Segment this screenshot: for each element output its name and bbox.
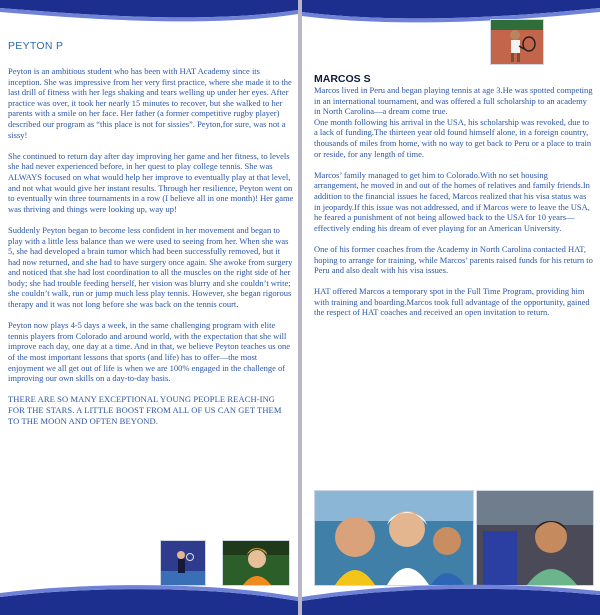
bottom-swoosh-decoration <box>302 575 600 615</box>
peyton-paragraph-4: Peyton now plays 4-5 days a week, in the same challenging program with elite tennis players from Colorado and around world, with the expectation that she will improve each day, one day at a time. And in that, we believe Peyton teaches us one of the most important lessons that sports (and life) has to offer—the most enjoyment we all get out of life is when we are 100% engaged in the challenge of improving our own skills on a day-to-day basis. <box>8 320 290 384</box>
top-swoosh-decoration <box>0 0 298 30</box>
peyton-paragraph-1: Peyton is an ambitious student who has been with HAT Academy since its inception. She was impressive from her very first practice, where she made it to the last drill of fitness with her legs shaking and tears welling up under her eyes. After practice was over, it took her nearly 15 minutes to recover, but she walked to her parents with a smile on her face. Her father (a former competitive rugby player) described our program as “this place is not for sissies”. Peyton,for sure, was not a sissy! <box>8 66 292 140</box>
marcos-paragraph-3: Marcos’ family managed to get him to Colorado.With no set housing arrangement, he moved in and out of the homes of relatives and family friends.In addition to the financial issues he faced, Marcos realized that his visa status was in jeopardy.If this issue was not addressed, and if Marcos were to leave the USA, he feared a punishment of not being allowed back to the USA for 10 years—effectively ending his dream of ever playing for an American University. <box>314 169 590 233</box>
peyton-paragraph-3: Suddenly Peyton began to become less confident in her movement and began to play with a little less balance than we were used to seeing from her. When she was 5, she had developed a brain tumor which had been successfully removed, but it had now returned, and she had to have surgery once again. She awoke from surgery and noticed that she had lost coordination to all the muscles on the right side of her body; she had trouble feeding herself, her vision was blurry and she couldn’t write; she couldn’t walk, run or jump much less play tennis. However, she began rigorous therapy and it was not long before she was back on the tennis court. <box>8 224 293 310</box>
marcos-title: MARCOS S <box>314 73 371 85</box>
marcos-group-photo <box>314 490 474 586</box>
peyton-title: PEYTON P <box>8 40 64 52</box>
marcos-paragraph-5: HAT offered Marcos a temporary spot in the Full Time Program, providing him with training and boarding.Marcos took full advantage of the opportunity, gained the respect of HAT coaches and received an open invitation to return. <box>314 286 590 318</box>
marcos-paragraph-1: Marcos lived in Peru and began playing tennis at age 3.He was spotted competing in an international tournament, and was offered a full scholarship to an academy in North Carolina—a dream come true. <box>314 85 593 117</box>
marcos-tennis-photo <box>490 19 544 65</box>
peyton-story <box>8 66 294 437</box>
marcos-paragraph-4: One of his former coaches from the Academy in North Carolina contacted HAT, hoping to arrange for training, while Marcos’ parents raised funds for his return to Peru and also dealt with his visa issues. <box>314 243 593 276</box>
bottom-swoosh-decoration <box>0 575 298 615</box>
left-page <box>0 0 298 615</box>
marcos-story <box>314 85 594 329</box>
marcos-paragraph-2: One month following his arrival in the USA, his scholarship was revoked, due to a lack of funding.The thirteen year old found himself alone, in a foreign country, thousands of miles from home, with no way to get back to Peru or a place to train or reside, for any length of time. <box>314 116 592 159</box>
top-swoosh-decoration <box>302 0 600 30</box>
right-page <box>302 0 600 615</box>
peyton-paragraph-2: She continued to return day after day improving her game and her fitness, to levels she had never experienced before, in her quest to play college tennis. She was ALWAYS focused on what would help her improve to eventually play at that level, and not what would give her instant results. Through her resilience, Peyton went on to eventually win three tournaments in a row (I believe all in one month)! Her game was thriving and things were looking up, way up! <box>8 150 294 214</box>
closing-statement: THERE ARE SO MANY EXCEPTIONAL YOUNG PEOPLE REACH-ING FOR THE STARS. A LITTLE BOOST FROM ALL OF US CAN GET THEM TO THE MOON AND OFTEN BEYOND. <box>8 394 282 426</box>
marcos-bus-photo <box>476 490 594 586</box>
marcos-photo-strip <box>314 490 594 586</box>
